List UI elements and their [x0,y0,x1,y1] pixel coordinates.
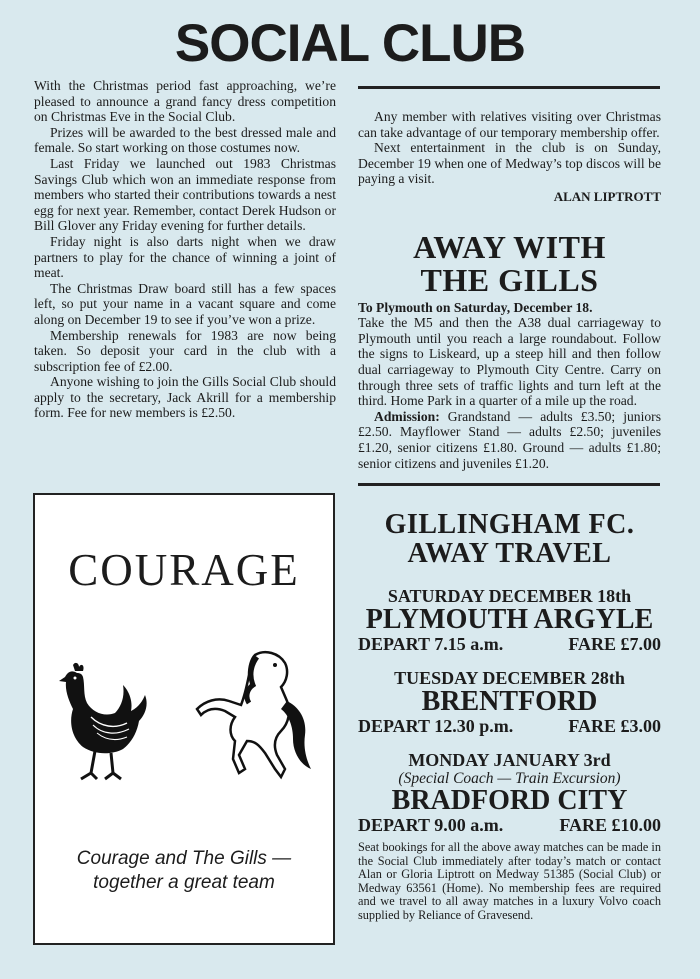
away-heading-line: AWAY WITH [413,228,606,265]
match-depart-row [358,716,661,736]
article-paragraph: Last Friday we launched out 1983 Christmas Savings Club which won an immediate response from members who started their contributions towards a nest egg for next year. Remember, contact Derek Hudson or Bill Glover any Friday evening for further details. [34,155,336,234]
ad-brand: COURAGE [68,545,300,595]
ad-tagline [35,847,333,895]
match-block [358,750,661,835]
rampant-horse-icon [195,645,315,795]
match-date: TUESDAY DECEMBER 28th [394,668,625,688]
away-travel-section [358,510,661,923]
ad-tagline-line: together a great team [93,872,275,893]
match-fare: FARE £10.00 [559,815,661,835]
match-depart-time: DEPART 7.15 a.m. [358,634,504,654]
article-paragraph: Friday night is also darts night when we draw partners to play for the chance of winning a joint of meat. [34,233,336,281]
courage-advert [33,493,335,945]
match-date: SATURDAY DECEMBER 18th [387,586,632,606]
away-directions: Take the M5 and then the A38 dual carriageway to Plymouth until you reach a large roundabout. Follow the signs to Liskeard, up a steep hill and then follow dual carriageway to Plymouth City Centre. Carry on through three sets of traffic lights and turn left at the third. Home Park in a quarter of a mile up the road. [358,315,661,409]
article-paragraph: Prizes will be awarded to the best dressed male and female. So start working on those costumes now. [34,124,336,156]
match-note: (Special Coach — Train Excursion) [398,770,621,787]
away-heading-line: THE GILLS [420,261,599,298]
article-paragraph: With the Christmas period fast approaching, we’re pleased to announce a grand fancy dress competition on Christmas Eve in the Social Club. [34,78,336,125]
match-opponent: BRENTFORD [421,686,598,717]
travel-title-line: GILLINGHAM FC. [384,509,635,540]
divider [358,483,660,486]
away-heading [358,228,661,298]
travel-title [358,510,661,568]
article-paragraph: Any member with relatives visiting over Christmas can take advantage of our temporary membership offer. [358,109,661,140]
article-paragraph: Next entertainment in the club is on Sunday, December 19 when one of Medway’s top discos will be paying a visit. [358,140,661,187]
match-depart-time: DEPART 9.00 a.m. [358,815,504,835]
match-block [358,668,661,736]
travel-title-line: AWAY TRAVEL [407,538,612,569]
match-depart-row [358,634,661,654]
article-paragraph: Anyone wishing to join the Gills Social Club should apply to the secretary, Jack Akrill for a membership form. Fee for new members is £2.50. [34,374,336,421]
match-fare: FARE £3.00 [568,716,661,736]
match-fare: FARE £7.00 [568,634,661,654]
match-opponent: PLYMOUTH ARGYLE [365,604,654,635]
match-depart-row [358,815,661,835]
article-paragraph: The Christmas Draw board still has a few spaces left, so put your name in a vacant square and come along on December 19 to see if you’ve won a prize. [34,280,336,327]
match-opponent: BRADFORD CITY [391,785,628,816]
admission-prices [358,409,661,471]
ad-tagline-line: Courage and The Gills — [76,848,292,869]
right-column [358,86,661,486]
match-date: MONDAY JANUARY 3rd [408,750,611,770]
travel-booking-info: Seat bookings for all the above away matches can be made in the Social Club immediately after today’s match or contact Alan or Gloria Liptrott on Medway 51385 (Social Club) or Medway 63561 (Home). No membership fees are required and we travel to all away matches in a luxury Volvo coach supplied by Reliance of Gravesend. [358,840,661,922]
author-signature: ALAN LIPTROTT [553,188,661,204]
away-subheading: To Plymouth on Saturday, December 18. [358,299,593,315]
match-block [358,586,661,654]
page-title: SOCIAL CLUB [174,14,526,73]
article-paragraph: Membership renewals for 1983 are now being taken. So deposit your card in the club with a subscription fee of £2.00. [34,327,336,374]
admission-label: Admission: [374,408,440,424]
rooster-icon [57,655,152,785]
match-depart-time: DEPART 12.30 p.m. [358,716,514,736]
social-club-article [34,78,336,421]
admission-text: Grandstand — adults £3.50; juniors £2.50. Mayflower Stand — adults £2.50; juveniles £1.20, senior citizens £1.80. Ground — adults £1.80; senior citizens and juveniles £1.20. [358,408,661,471]
